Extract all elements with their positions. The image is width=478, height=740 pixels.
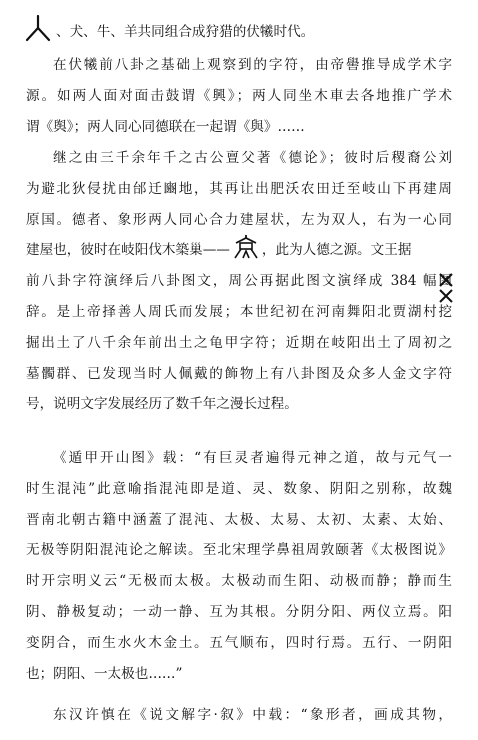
paragraph-line: 前八卦字符演绎后八卦图文，周公再据此图文演绎成 384 幅图 <box>26 273 452 290</box>
paragraph-line: 东汉许慎在《说文解字·叙》中载：“象形者，画成其物， <box>53 707 452 723</box>
paragraph-line: 《遁甲开山图》载：“有巨灵者遍得元神之道，故与元气一 <box>53 450 452 466</box>
paragraph-line: 晋南北朝古籍中涵蓋了混沌、太极、太易、太初、太素、太始、 <box>26 511 452 528</box>
paragraph-line: 辞。是上帝择善人周氏而发展；本世纪初在河南舞阳北贾湖村挖 <box>26 303 452 320</box>
paragraph-line: 继之由三千余年千之古公亶父著《德论》；彼时后稷裔公刘 <box>53 150 452 166</box>
paragraph-line: 、犬、牛、羊共同组合成狩猎的伏犧时代。 <box>56 24 315 40</box>
paragraph-line: 原国。德者、象形两人同心合力建屋状，左为双人，右为一心同 <box>26 211 452 228</box>
paragraph-3 <box>26 143 452 420</box>
paragraph-line: 为避北狄侵扰由邰迁豳地，其再让出肥沃农田迁至岐山下再建周 <box>26 180 452 197</box>
paragraph-2 <box>26 50 452 142</box>
paragraph-line <box>26 235 452 266</box>
ancient-man-radical-icon <box>24 12 52 42</box>
paragraph-line: 谓《舆》；两人同心同德联在一起谓《與》…… <box>26 118 305 135</box>
paragraph-4 <box>26 443 452 689</box>
paragraph-line: 变阴合，而生水火木金土。五气顺布，四时行焉。五行、一阴阳 <box>26 634 452 651</box>
paragraph-line: 时开宗明义云“无极而太极。太极动而生阳、动极而静；静而生 <box>26 573 452 590</box>
paragraph-line: 墓髑群、已发现当时人佩戴的飾物上有八卦图及众多人金文字符 <box>26 365 452 382</box>
paragraph-line: 阴、静极复动；一动一静、互为其根。分阴分阳、两仪立焉。阳 <box>26 603 452 620</box>
paragraph-5 <box>26 700 452 731</box>
double-cross-icon <box>438 272 454 304</box>
paragraph-line-part: 建屋也，彼时在岐阳伐木築巢—— <box>26 242 230 259</box>
paragraph-line: 号，说明文字发展经历了数千年之漫长过程。 <box>26 396 298 413</box>
paragraph-line: 时生混沌”此意喻指混沌即是道、灵、数象、阴阳之别称，故魏 <box>26 480 452 497</box>
paragraph-line-part: ，此为人德之源。文王据 <box>261 242 412 259</box>
paragraph-line: 掘出土了八千余年前出土之龟甲字符；近期在岐阳出土了周初之 <box>26 334 452 351</box>
paragraph-line: 在伏犧前八卦之基础上观察到的字符，由帝嚳推导成学术字 <box>53 57 452 73</box>
paragraph-line: 源。如两人面对面击鼓谓《興》；两人同坐木車去各地推广学术 <box>26 87 452 104</box>
paragraph-line: 无极等阴阳混沌论之解读。至北宋理学鼻祖周敦颐著《太极图说》 <box>26 542 452 559</box>
nest-house-icon <box>232 234 260 260</box>
paragraph-1 <box>56 17 356 48</box>
paragraph-line: 也；阴阳、一太极也……” <box>26 665 183 682</box>
